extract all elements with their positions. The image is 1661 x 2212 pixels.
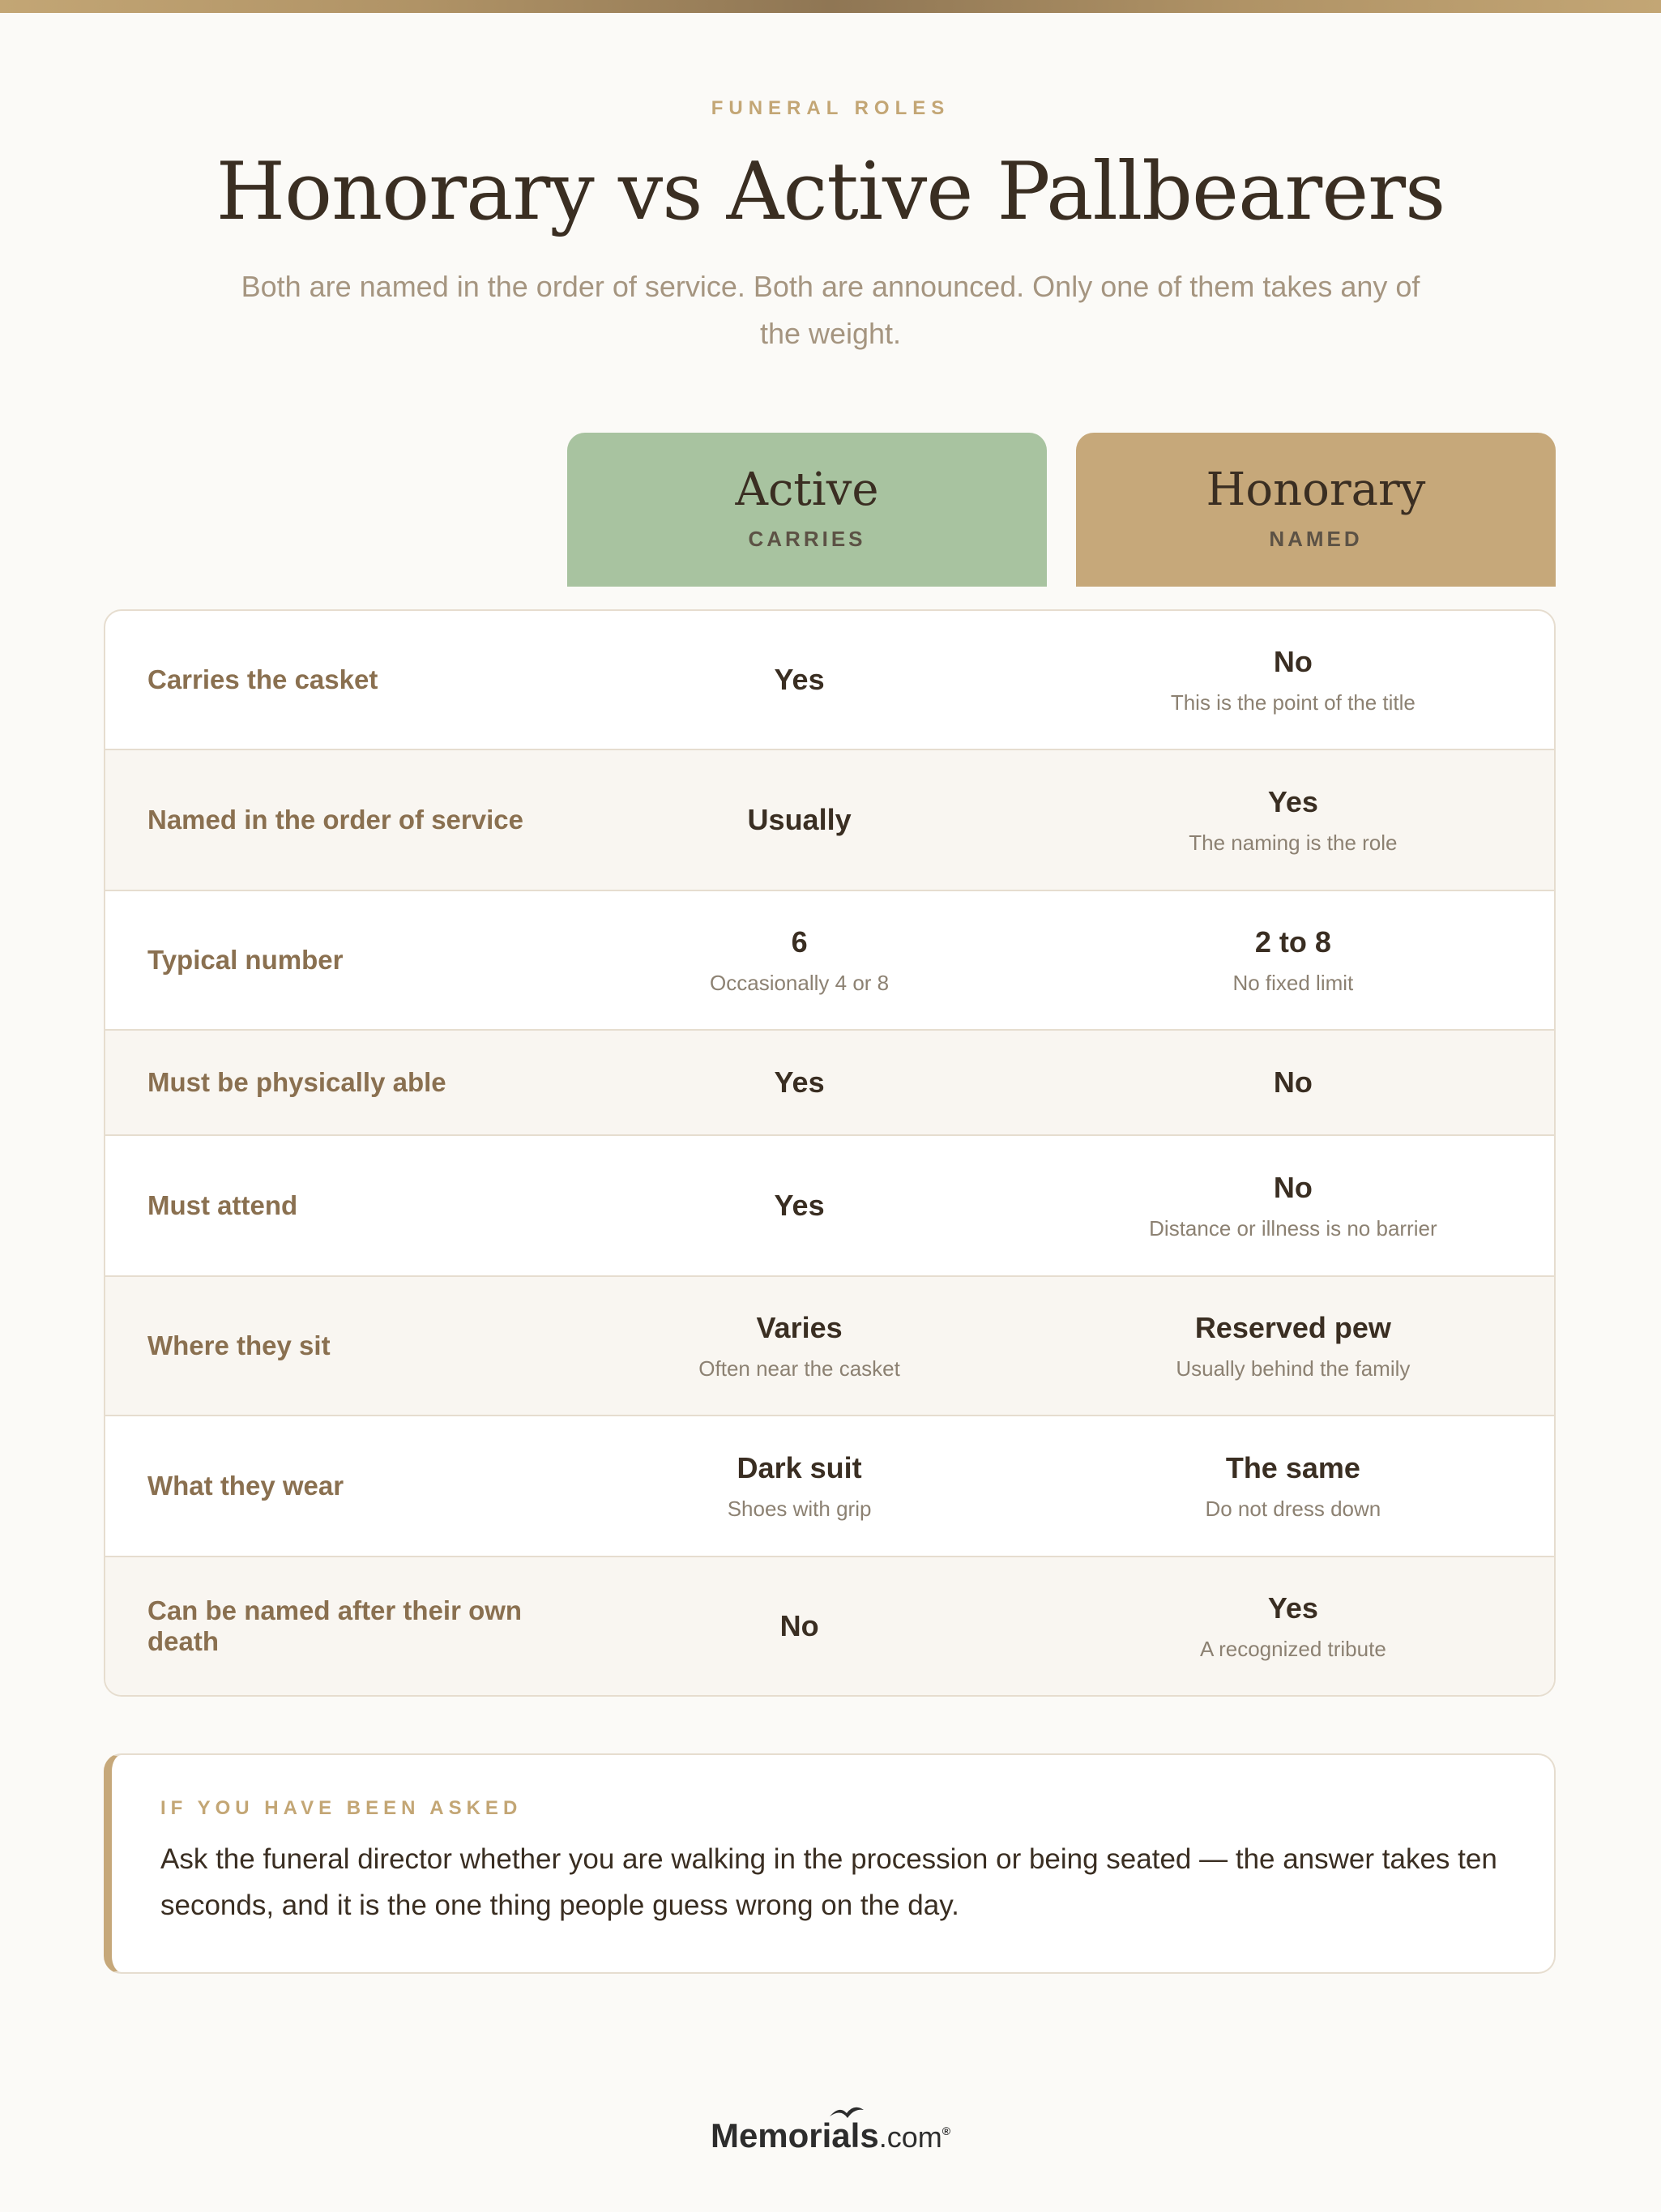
row-label: Can be named after their own death (147, 1595, 523, 1656)
cell-note: Often near the casket (698, 1356, 900, 1381)
column-honorary-name: Honorary (1206, 463, 1426, 516)
table-row (105, 891, 1554, 1031)
cell-value: No (1273, 1170, 1313, 1204)
bird-icon (828, 2102, 865, 2120)
cell-note: No fixed limit (1232, 971, 1354, 995)
advice-callout (104, 1753, 1556, 1974)
cell-note: The naming is the role (1189, 831, 1398, 855)
row-label: Named in the order of service (147, 805, 523, 835)
cell-value: Reserved pew (1194, 1310, 1391, 1344)
cell-value: No (1273, 644, 1313, 678)
honorary-cell (1032, 1170, 1554, 1241)
active-cell (566, 1065, 1031, 1100)
cell-value: Yes (1267, 784, 1318, 818)
cell-value: Usually (747, 803, 852, 837)
active-cell (566, 925, 1031, 996)
honorary-cell (1032, 644, 1554, 715)
logo-registered-mark: ® (942, 2124, 951, 2137)
column-header-active (567, 433, 1047, 587)
table-row (105, 1136, 1554, 1277)
cell-value: Yes (774, 663, 825, 697)
cell-value: Varies (756, 1310, 843, 1344)
table-row (105, 750, 1554, 891)
active-cell (566, 1450, 1031, 1522)
cell-value: 2 to 8 (1254, 925, 1331, 959)
logo-wordmark (711, 2116, 950, 2155)
cell-value: Yes (1267, 1591, 1318, 1625)
active-cell (566, 1188, 1031, 1223)
cell-value: 6 (791, 925, 808, 959)
cell-value: Dark suit (737, 1450, 862, 1484)
column-active-name: Active (735, 463, 879, 516)
cell-value: No (1273, 1065, 1313, 1100)
cell-value: Yes (774, 1065, 825, 1100)
row-label: Must be physically able (147, 1067, 446, 1097)
page-subtitle: Both are named in the order of service. Both are announced. Only one of them takes any of the weight. (241, 269, 1420, 350)
column-honorary-sub: NAMED (1269, 526, 1363, 551)
comparison-table (104, 609, 1556, 1697)
logo-brand: Memorials (710, 2116, 879, 2154)
active-cell (566, 802, 1031, 837)
active-cell (566, 662, 1031, 697)
callout-eyebrow: IF YOU HAVE BEEN ASKED (160, 1797, 523, 1819)
row-label: Typical number (147, 945, 344, 975)
cell-note: This is the point of the title (1170, 690, 1415, 715)
active-cell (566, 1608, 1031, 1643)
honorary-cell (1032, 925, 1554, 996)
row-label: Where they sit (147, 1330, 331, 1360)
cell-note: Usually behind the family (1176, 1356, 1411, 1381)
cell-note: A recognized tribute (1199, 1637, 1386, 1661)
row-label: Carries the casket (147, 664, 378, 694)
cell-note: Shoes with grip (727, 1497, 872, 1521)
honorary-cell (1032, 1310, 1554, 1381)
row-label: Must attend (147, 1190, 298, 1220)
brand-logo (0, 2116, 1661, 2155)
cell-note: Occasionally 4 or 8 (710, 971, 890, 995)
honorary-cell (1032, 1065, 1554, 1100)
cell-value: Yes (774, 1189, 825, 1223)
row-label: What they wear (147, 1471, 344, 1501)
honorary-cell (1032, 1450, 1554, 1522)
callout-body: Ask the funeral director whether you are walking in the procession or being seated — the answer takes ten seconds, and it is the one thing people guess wrong on the day. (160, 1843, 1497, 1921)
page-title: Honorary vs Active Pallbearers (216, 146, 1445, 238)
table-row (105, 1277, 1554, 1416)
table-row (105, 611, 1554, 750)
table-row (105, 1557, 1554, 1695)
table-row (105, 1031, 1554, 1136)
cell-value: No (779, 1609, 819, 1643)
honorary-cell (1032, 1591, 1554, 1662)
honorary-cell (1032, 784, 1554, 856)
cell-note: Distance or illness is no barrier (1149, 1216, 1437, 1241)
logo-suffix: .com (878, 2120, 942, 2154)
active-cell (566, 1310, 1031, 1381)
table-row (105, 1416, 1554, 1557)
top-accent-bar (0, 0, 1661, 13)
column-active-sub: CARRIES (748, 526, 866, 551)
column-header-honorary (1076, 433, 1556, 587)
cell-value: The same (1225, 1450, 1360, 1484)
eyebrow-label: FUNERAL ROLES (711, 97, 950, 119)
cell-note: Do not dress down (1205, 1497, 1381, 1521)
page-header (0, 97, 1661, 357)
